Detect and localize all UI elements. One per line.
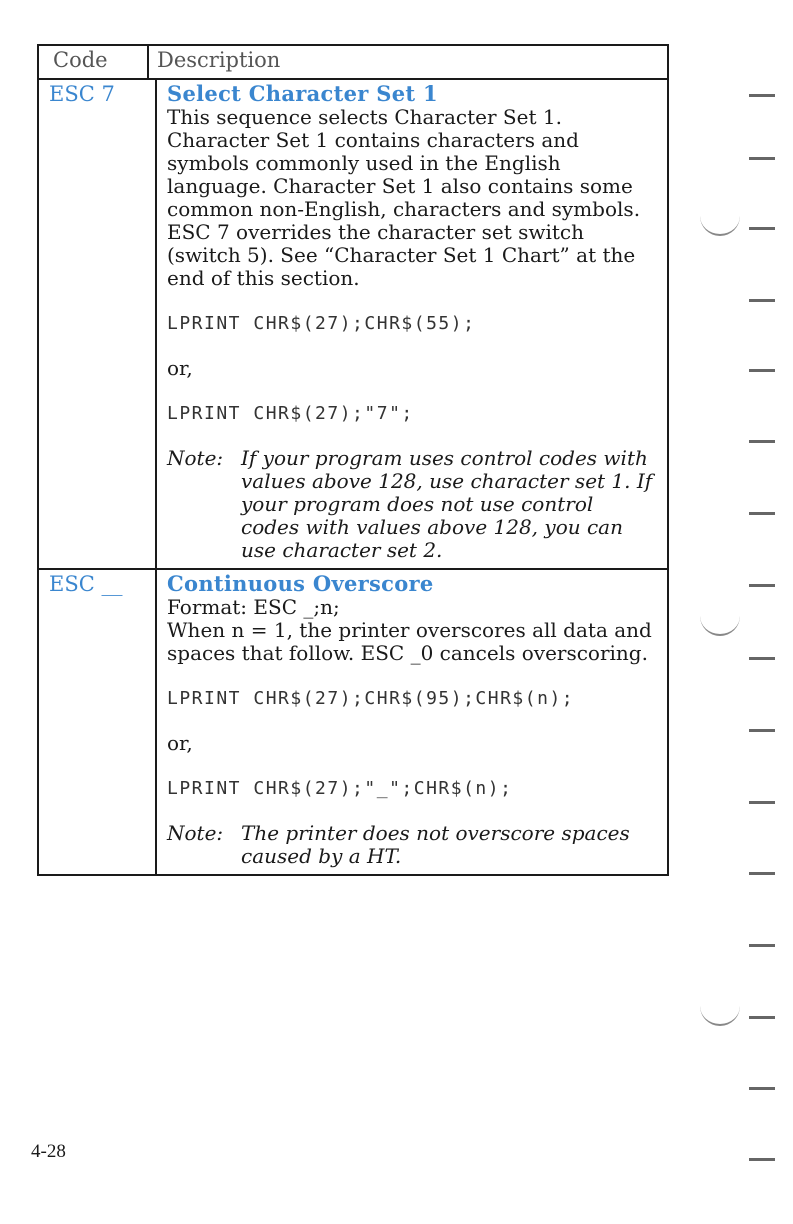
- binder-mark: [749, 299, 775, 302]
- code-example: LPRINT CHR$(27);CHR$(55);: [167, 313, 476, 334]
- binder-mark: [749, 944, 775, 947]
- binder-mark: [749, 157, 775, 160]
- or-text: or,: [167, 731, 193, 755]
- page-number: 4-28: [31, 1141, 66, 1162]
- note: [167, 447, 657, 562]
- command-table: [37, 44, 669, 876]
- code-example: LPRINT CHR$(27);CHR$(95);CHR$(n);: [167, 688, 575, 709]
- command-description: [157, 80, 667, 568]
- binder-mark: [749, 369, 775, 372]
- binder-mark: [749, 801, 775, 804]
- description-text: When n = 1, the printer overscores all data and spaces that follow. ESC _0 cancels overscoring.: [167, 618, 652, 665]
- header-description: Description: [157, 48, 281, 72]
- command-title: Continuous Overscore: [167, 571, 434, 596]
- binder-mark: [749, 227, 775, 230]
- command-code: ESC 7: [49, 82, 115, 106]
- binder-ring-mark: [700, 1000, 740, 1026]
- command-code: ESC __: [49, 572, 123, 596]
- note-label: Note:: [167, 821, 224, 845]
- binder-mark: [749, 1158, 775, 1161]
- note-text: The printer does not overscore spaces caused by a HT.: [241, 821, 630, 868]
- code-example-alt: LPRINT CHR$(27);"7";: [167, 403, 414, 424]
- binder-ring-mark: [700, 210, 740, 236]
- command-title: Select Character Set 1: [167, 81, 438, 106]
- command-description: [157, 570, 667, 874]
- note: [167, 822, 657, 868]
- binder-ring-mark: [700, 610, 740, 636]
- table-row: [39, 568, 667, 874]
- binder-mark: [749, 1087, 775, 1090]
- note-text: If your program uses control codes with values above 128, use character set 1. If your program does not use control codes with values above 128, you can use character set 2.: [241, 446, 653, 562]
- header-code: Code: [39, 46, 149, 78]
- binder-mark: [749, 584, 775, 587]
- binder-mark: [749, 512, 775, 515]
- note-label: Note:: [167, 446, 224, 470]
- or-text: or,: [167, 356, 193, 380]
- table-header: [39, 46, 667, 80]
- binder-mark: [749, 657, 775, 660]
- binder-mark: [749, 1016, 775, 1019]
- table-row: [39, 80, 667, 568]
- binder-mark: [749, 94, 775, 97]
- binder-mark: [749, 729, 775, 732]
- code-example-alt: LPRINT CHR$(27);"_";CHR$(n);: [167, 778, 513, 799]
- description-text: This sequence selects Character Set 1. Character Set 1 contains characters and symbols commonly used in the English language. Character Set 1 also contains some common non-English, characters and symbols. ESC 7 overrides the character set switch (switch 5). See “Character Set 1 Chart” at the end of this section.: [167, 105, 641, 290]
- binder-mark: [749, 872, 775, 875]
- format-text: Format: ESC _;n;: [167, 595, 340, 619]
- binder-mark: [749, 440, 775, 443]
